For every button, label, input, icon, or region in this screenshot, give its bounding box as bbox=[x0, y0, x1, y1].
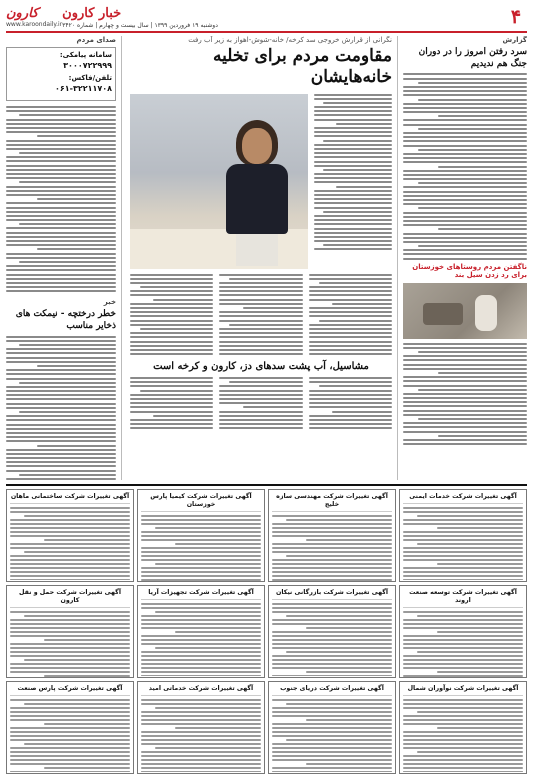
notice-title: آگهی تغییرات شرکت کیمیا پارس خوزستان bbox=[141, 493, 261, 512]
girl-photo bbox=[130, 94, 308, 269]
people-voice-tag: صدای مردم bbox=[76, 36, 116, 44]
notice-item bbox=[6, 489, 134, 582]
sms-number[interactable]: ۳۰۰۰۷۲۲۹۹۹ bbox=[63, 61, 112, 70]
main-body bbox=[130, 274, 392, 356]
masthead-center bbox=[62, 6, 505, 29]
notice-title: آگهی تغییرات شرکت دریای جنوب bbox=[272, 685, 392, 696]
notice-title: آگهی تغییرات شرکت خدمات ایمنی bbox=[403, 493, 523, 504]
sms-label: سامانه پیامکی: bbox=[59, 51, 112, 59]
notice-item bbox=[6, 585, 134, 678]
notice-item bbox=[137, 585, 265, 678]
notice-title: آگهی تغییرات شرکت خدماتی امید bbox=[141, 685, 261, 696]
notice-title: آگهی تغییرات شرکت مهندسی سازه خلیج bbox=[272, 493, 392, 512]
main-side-text bbox=[314, 94, 392, 269]
notice-title: آگهی تغییرات شرکت حمل و نقل کارون bbox=[10, 589, 130, 608]
right-column bbox=[397, 36, 527, 480]
right-headline: سرد رفتن امروز را در دوران جنگ هم ندیدیم bbox=[418, 47, 527, 69]
section-title: خبار کارون bbox=[62, 5, 122, 21]
left-news-headline: خطر درختچه - نیمکت های ذخایر مناسب bbox=[15, 309, 116, 331]
letters-text bbox=[6, 106, 116, 292]
logo-box bbox=[6, 6, 62, 28]
notice-item bbox=[268, 585, 396, 678]
sub-headline: مشاسیل، آب پشت سدهای دز، کارون و کرخه است bbox=[153, 361, 369, 373]
masthead bbox=[6, 4, 527, 30]
notice-item bbox=[6, 681, 134, 774]
news-tag: خبر bbox=[103, 298, 116, 307]
report-tag: گزارش bbox=[502, 36, 527, 44]
contact-box bbox=[6, 47, 116, 101]
main-story bbox=[130, 36, 392, 480]
legal-notices bbox=[6, 484, 527, 774]
main-headline: مقاومت مردم برای تخلیه خانه‌هایشان bbox=[213, 46, 392, 88]
notice-item bbox=[268, 681, 396, 774]
notice-title: آگهی تغییرات شرکت تجهیزات آریا bbox=[141, 589, 261, 600]
notice-title: آگهی تغییرات شرکت پارس صنعت bbox=[10, 685, 130, 696]
page-number: ۴ bbox=[510, 6, 522, 28]
left-news-text bbox=[6, 336, 116, 480]
phone-number[interactable]: ۰۶۱-۳۲۲۱۱۷۰۸ bbox=[54, 84, 112, 93]
villagers-photo bbox=[403, 283, 527, 339]
website-url[interactable]: www.karoondaily.ir bbox=[6, 21, 63, 28]
notice-item bbox=[399, 585, 527, 678]
main-kicker: نگرانی از قرارش خروجی سد کرخه/ خانه-شوش-اهواز به زیر آب رفت bbox=[188, 36, 392, 44]
notice-title: آگهی تغییرات شرکت ساختمانی ماهان bbox=[10, 493, 130, 504]
header-divider bbox=[6, 31, 527, 33]
photo-caption: ناگفتن مردم روستاهای خوزستان برای رد زدن سیل بند bbox=[412, 262, 527, 279]
notice-title: آگهی تغییرات شرکت نوآوران شمال bbox=[403, 685, 523, 696]
notice-item bbox=[399, 489, 527, 582]
sub-body bbox=[130, 377, 392, 429]
notice-item bbox=[137, 681, 265, 774]
newspaper-logo: کارون bbox=[6, 6, 39, 21]
notice-item bbox=[268, 489, 396, 582]
notice-item bbox=[399, 681, 527, 774]
left-column bbox=[6, 36, 122, 480]
date-line: دوشنبه ۱۹ فروردین ۱۳۹۹ | سال بیست و چهارم | شماره ۳۴۲۰ bbox=[62, 21, 218, 29]
notice-item bbox=[137, 489, 265, 582]
phone-label: تلفن/فاکس: bbox=[68, 74, 112, 82]
notice-title: آگهی تغییرات شرکت بازرگانی نیکان bbox=[272, 589, 392, 600]
notice-title: آگهی تغییرات شرکت توسعه صنعت اروند bbox=[403, 589, 523, 608]
right-body-text bbox=[403, 73, 527, 259]
right-body-text-2 bbox=[403, 343, 527, 446]
